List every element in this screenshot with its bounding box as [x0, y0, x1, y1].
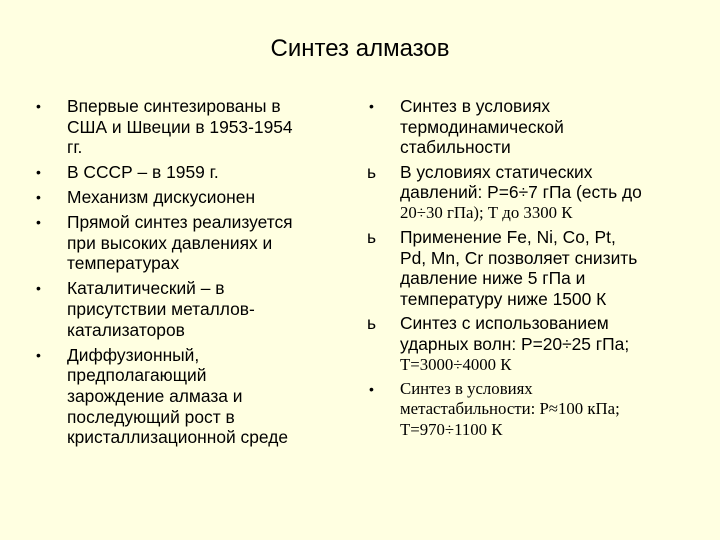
- item-text-line: T=970÷1100 К: [400, 420, 503, 440]
- bullet-marker: •: [36, 214, 41, 231]
- item-text-line: гг.: [67, 137, 83, 158]
- item-text-line: Механизм дискусионен: [67, 187, 256, 208]
- list-item: [34, 162, 344, 183]
- list-item: [367, 227, 697, 310]
- item-text-line: Впервые синтезированы в: [67, 96, 281, 116]
- bullet-marker: •: [36, 346, 41, 363]
- bullet-marker: •: [36, 280, 41, 297]
- item-text-line: США и Швеции в 1953-1954: [67, 116, 293, 137]
- item-text-line: термодинамической: [400, 116, 564, 137]
- item-text-line: ударных волн: P=20÷25 гПа;: [400, 333, 630, 354]
- sub-bullet-marker: ь: [367, 313, 377, 334]
- slide-title: Синтез алмазов: [270, 35, 450, 62]
- left-bullet-list: [34, 96, 344, 448]
- item-text-line: T=3000÷4000 К: [400, 354, 512, 374]
- bullet-marker: •: [36, 164, 41, 181]
- sub-bullet-marker: ь: [367, 161, 377, 182]
- item-text-line: В СССР – в 1959 г.: [67, 162, 219, 183]
- item-text-line: катализаторов: [67, 319, 185, 340]
- list-item: [34, 96, 344, 158]
- item-text-line: зарождение алмаза и: [67, 386, 243, 407]
- bullet-marker: •: [36, 98, 41, 114]
- item-text-line: температурах: [67, 253, 180, 274]
- item-text-line: Диффузионный,: [67, 344, 200, 365]
- item-text-line: давлений: P=6÷7 гПа (есть до: [400, 182, 642, 203]
- list-item: [367, 379, 697, 441]
- sub-bullet-marker: ь: [367, 227, 377, 247]
- item-text-line: Прямой синтез реализуется: [67, 212, 293, 233]
- bullet-marker: •: [369, 98, 374, 114]
- list-item: [367, 313, 697, 375]
- item-text-line: В условиях статических: [400, 161, 593, 182]
- item-text-line: предполагающий: [67, 365, 207, 386]
- list-item: [34, 187, 344, 208]
- item-text-line: температуру ниже 1500 К: [400, 289, 607, 310]
- list-item: [34, 345, 344, 449]
- right-bullet-list: [367, 96, 697, 441]
- item-text-line: Синтез в условиях: [400, 96, 551, 116]
- list-item: [34, 212, 344, 274]
- list-item: [34, 278, 344, 340]
- item-text-line: Синтез с использованием: [400, 313, 609, 334]
- item-text-line: присутствии металлов-: [67, 299, 255, 320]
- list-item: [367, 96, 697, 158]
- item-text-line: последующий рост в: [67, 406, 235, 427]
- item-text-line: Синтез в условиях: [400, 378, 533, 398]
- item-text-line: давление ниже 5 гПа и: [400, 268, 586, 289]
- bullet-marker: •: [36, 189, 41, 206]
- item-text-line: кристаллизационной среде: [67, 427, 289, 448]
- item-text-line: Применение Fe, Ni, Co, Pt,: [400, 227, 616, 247]
- item-text-line: метастабильности: P≈100 кПа;: [400, 399, 620, 419]
- item-text-line: 20÷30 гПа); Т до 3300 К: [400, 202, 573, 222]
- item-text-line: Каталитический – в: [67, 278, 225, 299]
- item-text-line: стабильности: [400, 137, 511, 158]
- list-item: [367, 162, 697, 224]
- item-text-line: при высоких давлениях и: [67, 232, 273, 253]
- bullet-marker: •: [369, 380, 374, 397]
- item-text-line: Pd, Mn, Cr позволяет снизить: [400, 247, 638, 268]
